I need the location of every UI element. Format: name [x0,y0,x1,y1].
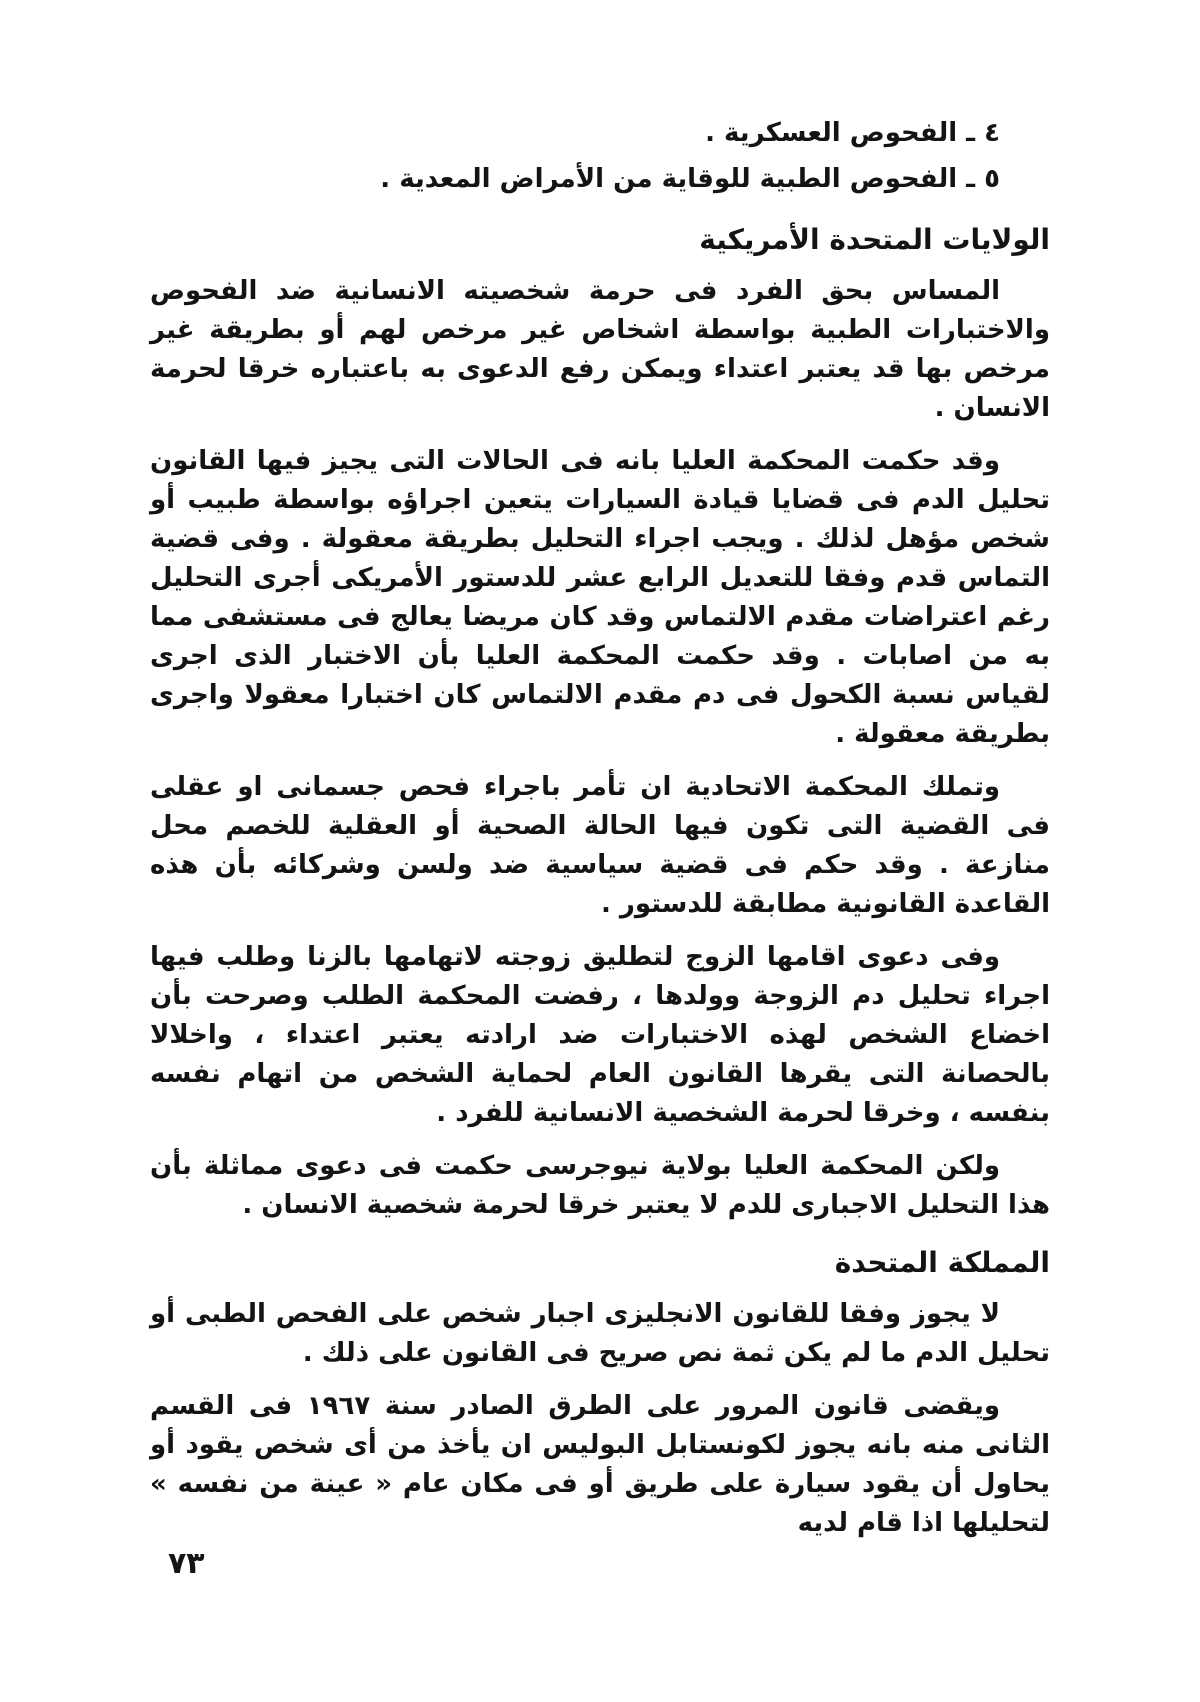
heading-united-states: الولايات المتحدة الأمريكية [699,223,1050,256]
heading-united-kingdom: المملكة المتحدة [834,1246,1050,1279]
paragraph-uk-1: لا يجوز وفقا للقانون الانجليزى اجبار شخص على الفحص الطبى أو تحليل الدم ما لم يكن ثمة نص صريح فى القانون على ذلك . [150,1299,1050,1368]
paragraph-us-3: وتملك المحكمة الاتحادية ان تأمر باجراء فحص جسمانى او عقلى فى القضية التى تكون فيها الحالة الصحية أو العقلية للخصم محل منازعة . وقد حكم فى قضية سياسية ضد ولسن وشركائه بأن هذه القاعدة القانونية مطابقة للدستور . [150,772,1050,919]
paragraph-us-2: وقد حكمت المحكمة العليا بانه فى الحالات التى يجيز فيها القانون تحليل الدم فى قضايا قيادة السيارات يتعين اجراؤه بواسطة طبيب أو شخص مؤهل لذلك . ويجب اجراء التحليل بطريقة معقولة . وفى قضية التماس قدم وفقا للتعديل الرابع عشر للدستور الأمريكى أجرى التحليل رغم اعتراضات مقدم الالتماس وقد كان مريضا يعالج فى مستشفى مما به من اصابات . وقد حكمت المحكمة العليا بأن الاختبار الذى اجرى لقياس نسبة الكحول فى دم مقدم الالتماس كان اختبارا معقولا واجرى بطريقة معقولة . [150,446,1050,749]
paragraph-us-4: وفى دعوى اقامها الزوج لتطليق زوجته لاتهامها بالزنا وطلب فيها اجراء تحليل دم الزوجة وولدها ، رفضت المحكمة الطلب وصرحت بأن اخضاع الشخص لهذه الاختبارات ضد ارادته يعتبر اعتداء ، واخلالا بالحصانة التى يقرها القانون العام لحماية الشخص من اتهام نفسه بنفسه ، وخرقا لحرمة الشخصية الانسانية للفرد . [150,942,1050,1128]
list-item-military-exams: ٤ ـ الفحوص العسكرية . [705,118,1000,148]
paragraph-uk-2: ويقضى قانون المرور على الطرق الصادر سنة ١٩٦٧ فى القسم الثانى منه بانه يجوز لكونستابل البوليس ان يأخذ من أى شخص يقود أو يحاول أن يقود سيارة على طريق أو فى مكان عام « عينة من نفسه » لتحليلها اذا قام لديه [150,1391,1050,1538]
document-page [150,110,1050,1670]
paragraph-us-5: ولكن المحكمة العليا بولاية نيوجرسى حكمت فى دعوى مماثلة بأن هذا التحليل الاجبارى للدم لا يعتبر خرقا لحرمة شخصية الانسان . [150,1151,1050,1220]
paragraph-us-1: المساس بحق الفرد فى حرمة شخصيته الانسانية ضد الفحوص والاختبارات الطبية بواسطة اشخاص غير مرخص لهم أو بطريقة غير مرخص بها قد يعتبر اعتداء ويمكن رفع الدعوى به باعتباره خرقا لحرمة الانسان . [150,276,1050,423]
list-item-medical-exams: ٥ ـ الفحوص الطبية للوقاية من الأمراض المعدية . [380,164,1000,194]
page-number: ٧٣ [168,1546,205,1581]
